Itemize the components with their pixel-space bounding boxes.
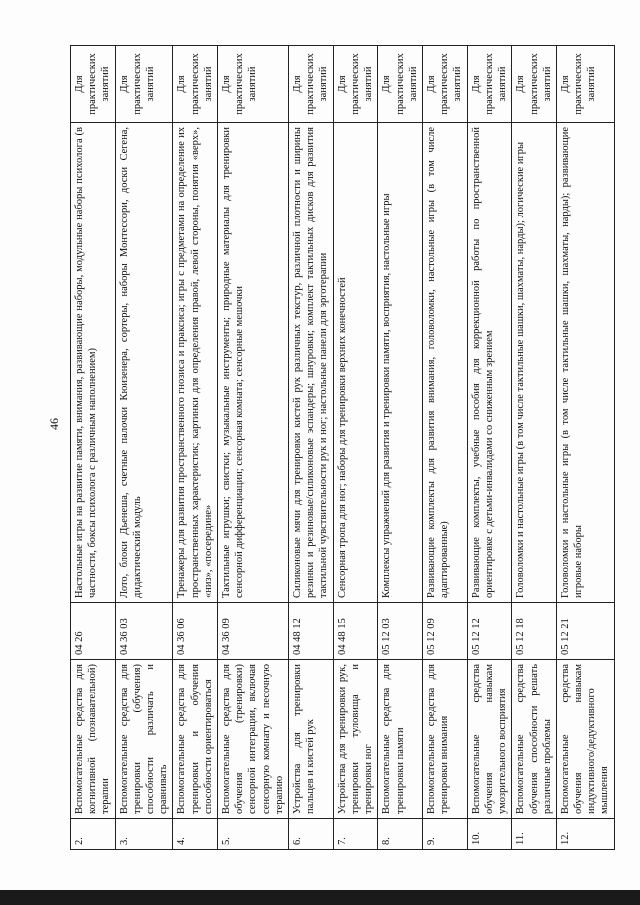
table-row <box>289 46 334 850</box>
table-row <box>218 46 289 850</box>
classification-code-cell: 05 12 03 <box>378 603 423 660</box>
items-cell: Тренажеры для развития пространственного гнозиса и праксиса; игры с предметами на определение их пространственных характеристик; картинки для определения правой, левой стороны, понятия «верх», «низ», «посередине» <box>173 123 218 603</box>
row-number: 11. <box>512 819 557 850</box>
device-name-cell: Вспомогательные средства для тренировки внимания <box>423 660 468 819</box>
table-body <box>71 46 615 850</box>
page-number: 46 <box>47 418 61 430</box>
table-row <box>71 46 116 850</box>
classification-code-cell: 05 12 12 <box>467 603 512 660</box>
table-row <box>378 46 423 850</box>
purpose-cell: Для практических занятий <box>557 46 615 123</box>
items-cell: Силиконовые мячи для тренировки кистей рук различных текстур, различной плотности и ширины резинки и резиновые/силиконовые эспандеры; шнуровки; комплект тактильных дисков для развития тактильной чувствительности рук и ног; настольные панели для эрготерапии <box>289 123 334 603</box>
items-cell: Развивающие комплекты для развития внимания, головоломки, настольные игры (в том числе адаптированные) <box>423 123 468 603</box>
purpose-cell: Для практических занятий <box>71 46 116 123</box>
row-number: 12. <box>557 819 615 850</box>
items-cell: Развивающие комплекты, учебные пособия для коррекционной работы по пространственной ориентировке с детьми-инвалидами со сниженным зрением <box>467 123 512 603</box>
rotated-table-container <box>70 45 615 850</box>
row-number: 10. <box>467 819 512 850</box>
device-name-cell: Вспомогательные средства для обучения (тренировки) сенсорной интеграции, включая сенсорную комнату и песочную терапию <box>218 660 289 819</box>
classification-code-cell: 04 48 15 <box>333 603 378 660</box>
items-cell: Настольные игры на развитие памяти, внимания, развивающие наборы, модульные наборы психолога (в частности, боксы психолога с различным наполнением) <box>71 123 116 603</box>
purpose-cell: Для практических занятий <box>467 46 512 123</box>
row-number: 2. <box>71 819 116 850</box>
device-name-cell: Устройства для тренировки пальцев и кистей рук <box>289 660 334 819</box>
purpose-cell: Для практических занятий <box>512 46 557 123</box>
purpose-cell: Для практических занятий <box>289 46 334 123</box>
items-cell: Комплексы упражнений для развития и тренировки памяти, восприятия, настольные игры <box>378 123 423 603</box>
purpose-cell: Для практических занятий <box>218 46 289 123</box>
classification-code-cell: 04 48 12 <box>289 603 334 660</box>
classification-code-cell: 04 26 <box>71 603 116 660</box>
device-name-cell: Вспомогательные средства для тренировки памяти <box>378 660 423 819</box>
purpose-cell: Для практических занятий <box>423 46 468 123</box>
items-cell: Тактильные игрушки; свистки; музыкальные инструменты; природные материалы для тренировки сенсорной дифференциации; сенсорная комната; сенсорные мешочки <box>218 123 289 603</box>
table-row <box>423 46 468 850</box>
purpose-cell: Для практических занятий <box>115 46 173 123</box>
device-name-cell: Вспомогательные средства для тренировки и обучения способности ориентироваться <box>173 660 218 819</box>
purpose-cell: Для практических занятий <box>173 46 218 123</box>
device-name-cell: Вспомогательные средства обучения навыкам умозрительного восприятия <box>467 660 512 819</box>
purpose-cell: Для практических занятий <box>333 46 378 123</box>
row-number: 4. <box>173 819 218 850</box>
classification-code-cell: 05 12 09 <box>423 603 468 660</box>
row-number: 3. <box>115 819 173 850</box>
table-row <box>333 46 378 850</box>
device-name-cell: Вспомогательные средства для когнитивной (познавательной) терапии <box>71 660 116 819</box>
device-name-cell: Вспомогательные средства для тренировки (обучения) способности различать и сравнивать <box>115 660 173 819</box>
items-cell: Головоломки и настольные игры (в том числе тактильные шашки, шахматы, нарды); логические игры <box>512 123 557 603</box>
table-row <box>557 46 615 850</box>
table-row <box>512 46 557 850</box>
row-number: 6. <box>289 819 334 850</box>
items-cell: Сенсорная тропа для ног; наборы для тренировки верхних конечностей <box>333 123 378 603</box>
items-cell: Головоломки и настольные игры (в том числе тактильные шашки, шахматы, нарды); развивающие игровые наборы <box>557 123 615 603</box>
row-number: 5. <box>218 819 289 850</box>
items-cell: Лото, блоки Дьенеша, счетные палочки Кюизенера, сортеры, наборы Монтессори, доски Сегена, дидактический модуль <box>115 123 173 603</box>
table-row <box>173 46 218 850</box>
device-name-cell: Вспомогательные средства обучения способности решать различные проблемы <box>512 660 557 819</box>
device-name-cell: Устройства для тренировки рук, тренировки туловища и тренировки ног <box>333 660 378 819</box>
classification-code-cell: 05 12 21 <box>557 603 615 660</box>
table-row <box>115 46 173 850</box>
classification-code-cell: 04 36 09 <box>218 603 289 660</box>
row-number: 8. <box>378 819 423 850</box>
devices-table <box>70 45 615 850</box>
row-number: 7. <box>333 819 378 850</box>
device-name-cell: Вспомогательные средства обучения навыкам индуктивного/дедуктивного мышления <box>557 660 615 819</box>
scan-edge-bar <box>0 890 640 905</box>
classification-code-cell: 04 36 06 <box>173 603 218 660</box>
classification-code-cell: 04 36 03 <box>115 603 173 660</box>
row-number: 9. <box>423 819 468 850</box>
table-row <box>467 46 512 850</box>
classification-code-cell: 05 12 18 <box>512 603 557 660</box>
purpose-cell: Для практических занятий <box>378 46 423 123</box>
